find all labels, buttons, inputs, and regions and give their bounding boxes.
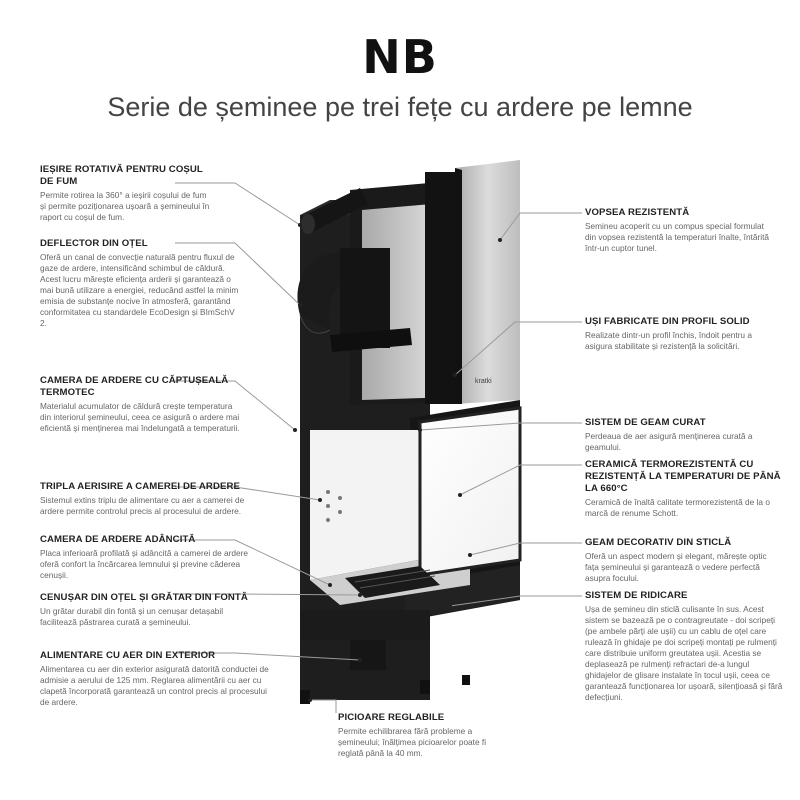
callout-body: Ușa de șemineu din sticlă culisante în sus. Acest sistem se bazează pe o contragreutate - doi scripeți (pe ambele părți ale ușii) cu un cablu de oțel care rulează în ghidaje pe doi scripeți montați pe rulmenți care distribuie uniform greutatea ușii. Acestia se deplasează pe rulmenți refractari de-a lungul ghidajelor de glisare instalate în tocul ușii, ceea ce garantează funcționarea lor ușoară, silențioasă și fără defecțiuni. xyxy=(585,604,783,702)
callout-decorative-glass xyxy=(585,537,775,584)
callout-ceramic-glass xyxy=(585,459,785,519)
callout-title: CAMERA DE ARDERE CU CĂPTUȘEALĂ TERMOTEC xyxy=(40,375,229,398)
callout-adjustable-feet xyxy=(338,712,508,759)
callout-ash-pan-grate xyxy=(40,592,255,628)
callout-rotating-outlet xyxy=(40,164,210,223)
brand-logo: kratki xyxy=(475,378,492,385)
callout-title: DEFLECTOR DIN OȚEL xyxy=(40,238,148,249)
callout-body: Placa inferioară profilată și adâncită a camerei de ardere oferă confort la încărcarea lemnului și previne căderea cenușii. xyxy=(40,548,248,580)
callout-body: Permite rotirea la 360° a ieșirii coșului de fum și permite poziționarea ușoară a șemineului în raport cu coșul de fum. xyxy=(40,190,210,222)
callout-body: Realizate dintr-un profil închis, îndoit pentru a asigura stabilitate și rezistență la solicitări. xyxy=(585,330,752,351)
callout-resistant-paint xyxy=(585,207,775,254)
callout-title: VOPSEA REZISTENTĂ xyxy=(585,207,690,218)
callout-solid-profile-doors xyxy=(585,316,775,352)
callout-body: Semineu acoperit cu un compus special formulat din vopsea rezistentă la temperaturi înalte, întărită într-un cuptor tunel. xyxy=(585,221,770,253)
callout-combustion-chamber xyxy=(40,375,245,434)
callout-title: PICIOARE REGLABILE xyxy=(338,712,445,723)
callout-body: Alimentarea cu aer din exterior asigurată datorită conductei de admisie a aerului de 125 mm. Reglarea alimentării cu aer cu clapetă încorporată garantează un control precis al procesului de ardere. xyxy=(40,664,269,707)
page-title: NB xyxy=(362,30,438,84)
callout-title: TRIPLA AERISIRE A CAMEREI DE ARDERE xyxy=(40,481,241,492)
callout-title: IEȘIRE ROTATIVĂ PENTRU COȘUL DE FUM xyxy=(40,164,203,187)
callout-body: Permite echilibrarea fără probleme a șemineului; înălțimea picioarelor poate fi reglată până la 40 mm. xyxy=(338,726,487,758)
callout-body: Ceramică de înaltă calitate termorezistentă de la o marcă de renume Schott. xyxy=(585,497,770,518)
callout-title: UȘI FABRICATE DIN PROFIL SOLID xyxy=(585,316,750,327)
callout-body: Materialul acumulator de căldură crește temperatura din interiorul șemineului, ceea ce asigură o ardere mai eficientă și menținerea mai îndelungată a temperaturii. xyxy=(40,401,240,433)
callout-title: CERAMICĂ TERMOREZISTENTĂ CU REZISTENȚĂ LA TEMPERATURI DE PÂNĂ LA 660°C xyxy=(585,459,781,494)
callout-title: SISTEM DE RIDICARE xyxy=(585,590,688,601)
callout-steel-deflector xyxy=(40,238,240,329)
callout-title: SISTEM DE GEAM CURAT xyxy=(585,417,706,428)
callout-title: CENUȘAR DIN OȚEL ȘI GRĂTAR DIN FONTĂ xyxy=(40,592,248,603)
callout-external-air xyxy=(40,650,270,708)
callout-lift-system xyxy=(585,590,785,703)
callout-body: Un grătar durabil din fontă și un cenușar detașabil facilitează păstrarea curată a șemineului. xyxy=(40,606,224,627)
callout-body: Sistemul extins triplu de alimentare cu aer a camerei de ardere permite controlul precis al procesului de ardere. xyxy=(40,495,245,516)
callout-deep-chamber xyxy=(40,534,255,581)
callout-title: ALIMENTARE CU AER DIN EXTERIOR xyxy=(40,650,216,661)
callout-title: CAMERA DE ARDERE ADÂNCITĂ xyxy=(40,534,196,545)
page-subtitle: Serie de șeminee pe trei fețe cu ardere pe lemne xyxy=(107,92,693,122)
callout-body: Oferă un aspect modern și elegant, mărește optic fața șemineului și garantează o vedere perfectă asupra focului. xyxy=(585,551,767,583)
callout-clean-glass xyxy=(585,417,775,453)
callout-body: Oferă un canal de convecție naturală pentru fluxul de gaze de ardere, intensificând schimbul de căldură. Acest lucru mărește eficiența arderii și garantează o mai bună utilizare a energiei, reducând astfel la minim emisia de substanțe nocive în atmosferă, garantând conformitatea cu standardele EcoDesign și BImSchV 2. xyxy=(40,252,239,328)
callout-title: GEAM DECORATIV DIN STICLĂ xyxy=(585,537,732,548)
callout-body: Perdeaua de aer asigură menținerea curată a geamului. xyxy=(585,431,753,452)
callout-triple-aeration xyxy=(40,481,245,517)
